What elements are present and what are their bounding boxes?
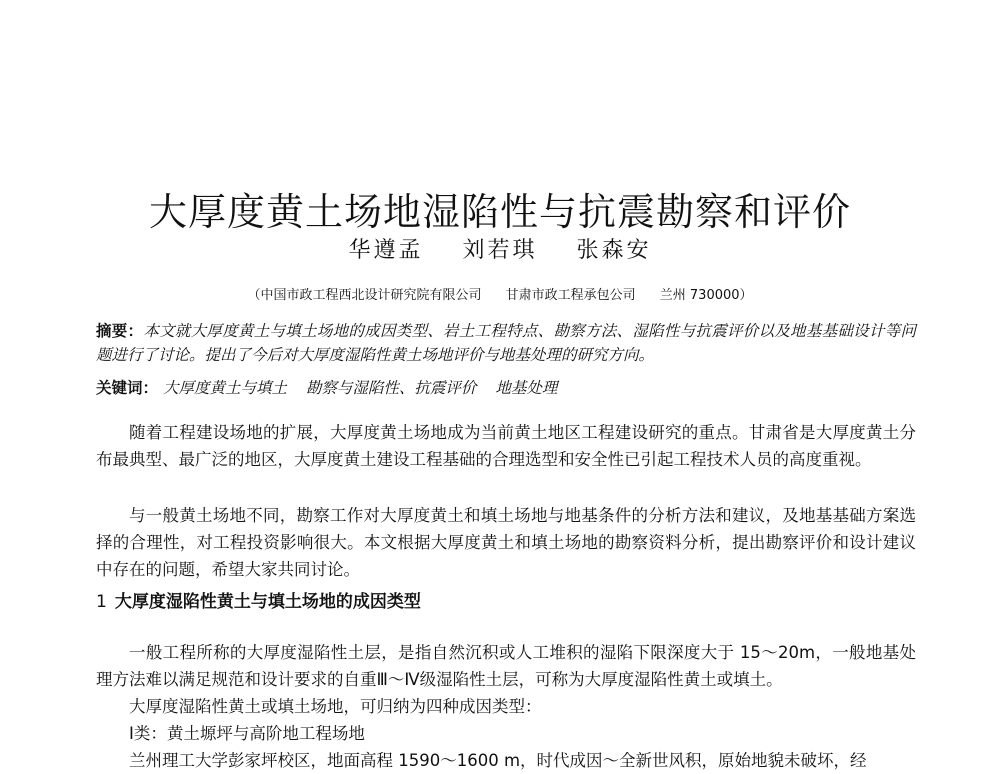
abstract-label: 摘要： — [96, 322, 144, 340]
author-list — [0, 233, 1000, 264]
keywords-label: 关键词： — [96, 379, 159, 397]
section-number: 1 — [96, 592, 107, 612]
body-paragraph: 与一般黄土场地不同，勘察工作对大厚度黄土和填土场地与地基条件的分析方法和建议，及地基基础方案选择的合理性，对工程投资影响很大。本文根据大厚度黄土和填土场地的勘察资料分析，提出勘察评价和设计建议中存在的问题，希望大家共同讨论。 — [96, 505, 916, 579]
section-heading — [96, 587, 421, 612]
abstract-text: 本文就大厚度黄土与填土场地的成因类型、岩土工程特点、勘察方法、湿陷性与抗震评价以及地基基础设计等问题进行了讨论。提出了今后对大厚度湿陷性黄土场地评价与地基处理的研究方向。 — [96, 322, 916, 364]
body-paragraph: 兰州理工大学彭家坪校区，地面高程 1590～1600 m，时代成因～全新世风积，原始地貌未破坏，经 — [129, 750, 867, 770]
body-paragraph: 大厚度湿陷性黄土或填土场地，可归纳为四种成因类型： — [129, 696, 542, 716]
affiliation-institute: （中国市政工程西北设计研究院有限公司 — [247, 288, 482, 303]
affiliation-location: 兰州 730000） — [659, 288, 753, 303]
abstract — [96, 319, 916, 367]
author-name: 刘若琪 — [462, 238, 538, 263]
body-paragraph: 随着工程建设场地的扩展，大厚度黄土场地成为当前黄土地区工程建设研究的重点。甘肃省是大厚度黄土分布最典型、最广泛的地区，大厚度黄土建设工程基础的合理选型和安全性已引起工程技术人员的高度重视。 — [96, 422, 916, 469]
affiliation — [0, 284, 1000, 303]
section-title: 大厚度湿陷性黄土与填土场地的成因类型 — [114, 592, 421, 612]
affiliation-company: 甘肃市政工程承包公司 — [505, 288, 636, 303]
body-paragraph: Ⅰ类：黄土塬坪与高阶地工程场地 — [129, 723, 365, 743]
keyword: 大厚度黄土与填土 — [162, 379, 287, 397]
paper-title: 大厚度黄土场地湿陷性与抗震勘察和评价 — [148, 190, 851, 235]
keyword: 勘察与湿陷性、抗震评价 — [305, 379, 477, 397]
keywords — [96, 376, 916, 400]
author-name: 华遵孟 — [348, 238, 424, 263]
author-name: 张森安 — [576, 238, 652, 263]
keyword: 地基处理 — [495, 379, 558, 397]
body-paragraph: 一般工程所称的大厚度湿陷性土层，是指自然沉积或人工堆积的湿陷下限深度大于 15～20m，一般地基处理方法难以满足规范和设计要求的自重Ⅲ～Ⅳ级湿陷性土层，可称为大厚度湿陷性黄土或填土。 — [96, 642, 916, 689]
